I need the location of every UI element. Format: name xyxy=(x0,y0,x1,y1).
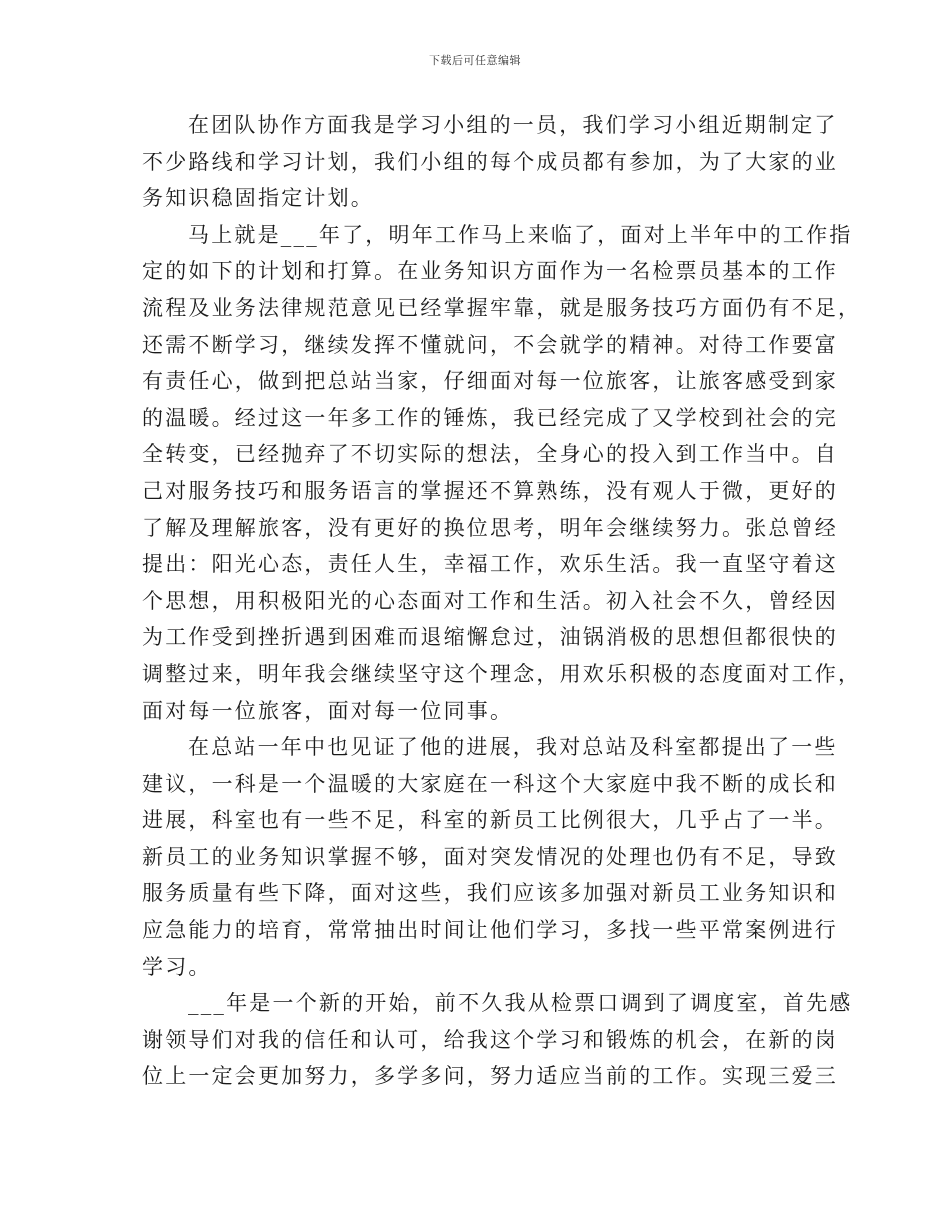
text-line: 应急能力的培育，常常抽出时间让他们学习，多找一些平常案例进行 xyxy=(142,918,838,943)
text-line: 了解及理解旅客，没有更好的换位思考，明年会继续努力。张总曾经 xyxy=(142,515,838,540)
text-line: 谢领导们对我的信任和认可，给我这个学习和锻炼的机会，在新的岗 xyxy=(142,1027,838,1052)
text-line: 有责任心，做到把总站当家，仔细面对每一位旅客，让旅客感受到家 xyxy=(142,369,838,394)
text-line: 全转变，已经抛弃了不切实际的想法，全身心的投入到工作当中。自 xyxy=(142,442,838,467)
paragraph xyxy=(142,107,838,217)
text-line: 新员工的业务知识掌握不够，面对突发情况的处理也仍有不足，导致 xyxy=(142,844,838,869)
text-line: 定的如下的计划和打算。在业务知识方面作为一名检票员基本的工作 xyxy=(142,259,838,284)
text-line: 进展，科室也有一些不足，科室的新员工比例很大，几乎占了一半。 xyxy=(142,808,838,833)
text-line: 提出：阳光心态，责任人生，幸福工作，欢乐生活。我一直坚守着这 xyxy=(142,552,838,577)
header-note: 下载后可任意编辑 xyxy=(429,54,521,67)
text-line: 马上就是___年了，明年工作马上来临了，面对上半年中的工作指 xyxy=(188,222,853,247)
paragraph xyxy=(142,729,838,985)
text-line: 个思想，用积极阳光的心态面对工作和生活。初入社会不久，曾经因 xyxy=(142,588,838,613)
text-line: 位上一定会更加努力，多学多问，努力适应当前的工作。实现三爱三 xyxy=(142,1064,838,1089)
text-line: 学习。 xyxy=(142,954,212,979)
text-line: 在团队协作方面我是学习小组的一员，我们学习小组近期制定了 xyxy=(188,113,838,137)
text-line: 建议，一科是一个温暖的大家庭在一科这个大家庭中我不断的成长和 xyxy=(142,771,838,796)
text-line: 不少路线和学习计划，我们小组的每个成员都有参加，为了大家的业 xyxy=(142,149,838,174)
text-line: ___年是一个新的开始，前不久我从检票口调到了调度室，首先感 xyxy=(188,991,853,1016)
text-line: 流程及业务法律规范意见已经掌握牢靠，就是服务技巧方面仍有不足， xyxy=(142,295,862,320)
paragraph xyxy=(142,985,853,1095)
text-line: 务知识稳固指定计划。 xyxy=(142,186,374,211)
text-line: 的温暖。经过这一年多工作的锤炼，我已经完成了又学校到社会的完 xyxy=(142,405,838,430)
text-line: 调整过来，明年我会继续坚守这个理念，用欢乐积极的态度面对工作， xyxy=(142,661,862,686)
text-line: 面对每一位旅客，面对每一位同事。 xyxy=(142,698,514,723)
text-line: 为工作受到挫折遇到困难而退缩懈怠过，油锅消极的思想但都很快的 xyxy=(142,625,838,650)
text-line: 己对服务技巧和服务语言的掌握还不算熟练，没有观人于微，更好的 xyxy=(142,478,838,503)
text-line: 在总站一年中也见证了他的进展，我对总站及科室都提出了一些 xyxy=(188,735,838,760)
paragraph xyxy=(142,217,862,729)
document-body xyxy=(142,107,862,1095)
text-line: 服务质量有些下降，面对这些，我们应该多加强对新员工业务知识和 xyxy=(142,881,838,906)
text-line: 还需不断学习，继续发挥不懂就问，不会就学的精神。对待工作要富 xyxy=(142,332,838,357)
